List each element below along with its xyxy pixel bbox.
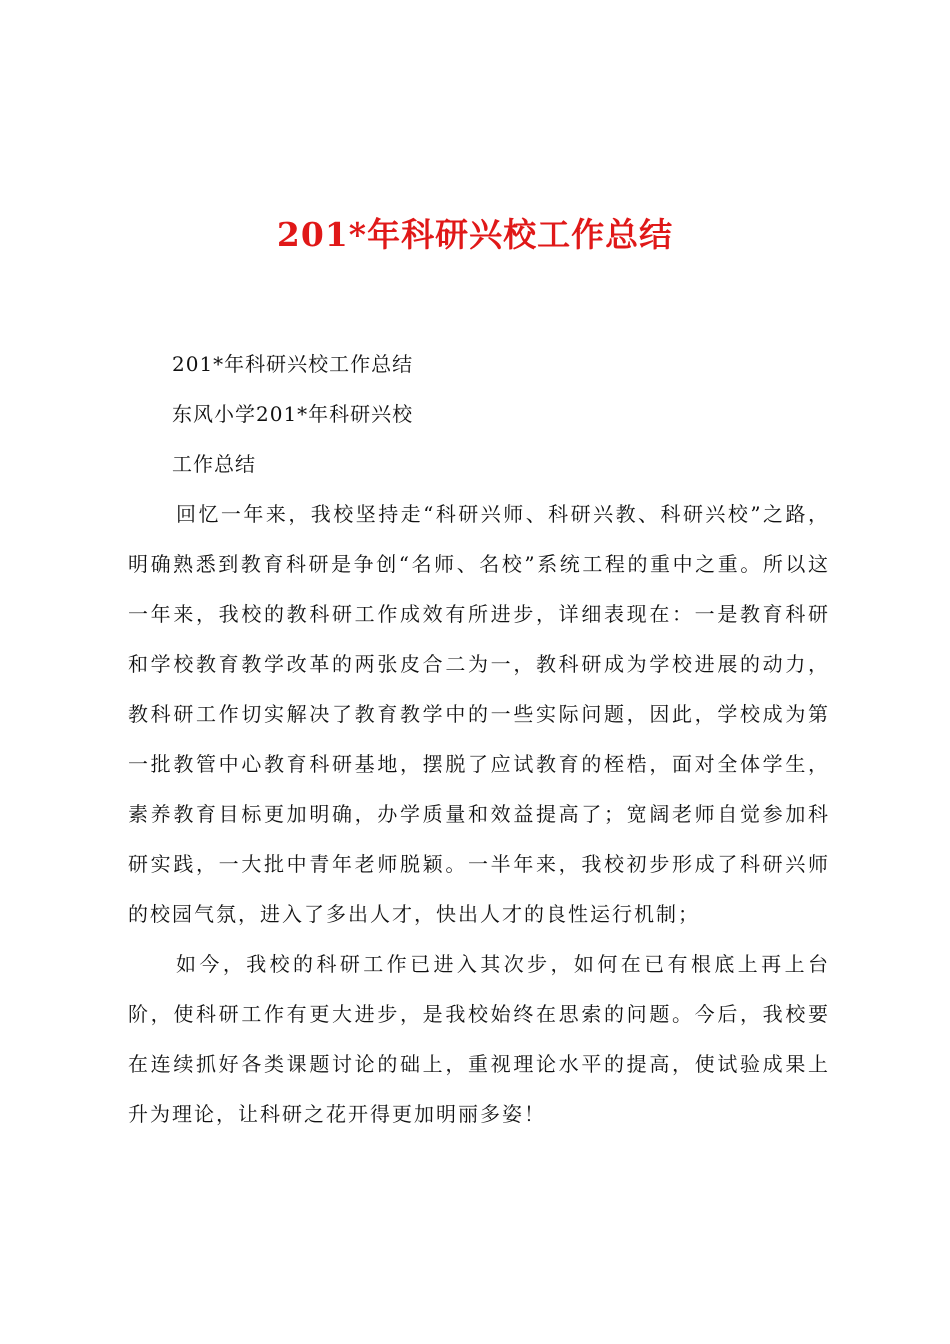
body-paragraph-outlook: 如今，我校的科研工作已进入其次步，如何在已有根底上再上台阶，使科研工作有更大进步，是我校始终在思索的问题。今后，我校要在连续抓好各类课题讨论的础上，重视理论水平的提高，使试验成果上升为理论，让科研之花开得更加明丽多姿！: [128, 952, 830, 1126]
school-heading-line: 东风小学201*年科研兴校: [172, 402, 414, 426]
document-title: 201*年科研兴校工作总结: [276, 215, 674, 254]
document-body: [128, 339, 830, 1139]
subtitle-line: 201*年科研兴校工作总结: [172, 352, 414, 376]
summary-heading-line: 工作总结: [172, 452, 256, 476]
body-paragraph-review: 回忆一年来，我校坚持走“科研兴师、科研兴教、科研兴校”之路，明确熟悉到教育科研是争创“名师、名校”系统工程的重中之重。所以这一年来，我校的教科研工作成效有所进步，详细表现在：一是教育科研和学校教育教学改革的两张皮合二为一，教科研成为学校进展的动力，教科研工作切实解决了教育教学中的一些实际问题，因此，学校成为第一批教管中心教育科研基地，摆脱了应试教育的桎梏，面对全体学生，素养教育目标更加明确，办学质量和效益提高了；宽阔老师自觉参加科研实践，一大批中青年老师脱颖。一半年来，我校初步形成了科研兴师的校园气氛，进入了多出人才，快出人才的良性运行机制；: [128, 502, 830, 926]
